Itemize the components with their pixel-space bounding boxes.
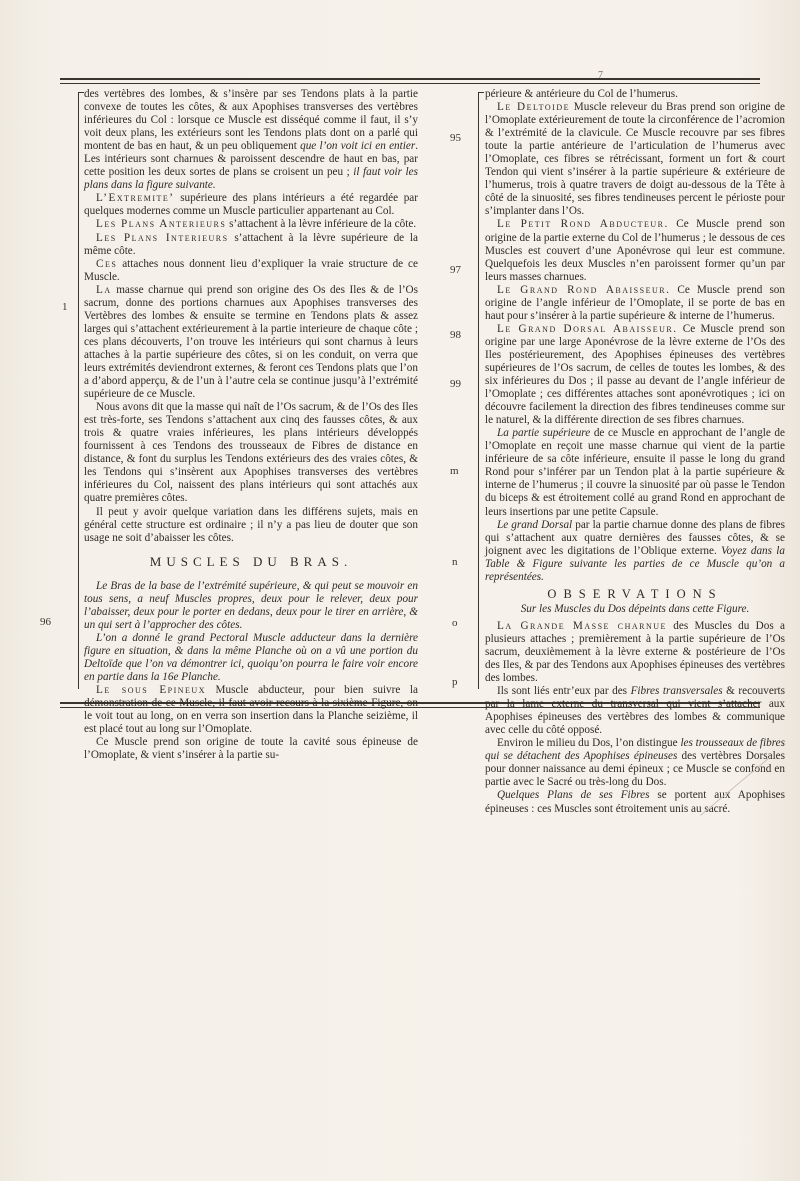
paragraph: Ils sont liés entr’eux par des Fibres transversales & recouverts par la lame externe du transversal qui vient s’attacher aux Apophises épineuses des vertèbres des lombes & communique avec celle du côté opposé. [485, 685, 785, 737]
margin-letter: m [450, 465, 459, 477]
margin-number: 98 [450, 329, 461, 341]
paragraph: Le Grand Rond Abaisseur. Ce Muscle prend son origine de l’angle inférieur de l’Omoplate, il se porte de bas en haut pour s’insérer à la partie supérieure & interne de l’humerus. [485, 283, 785, 322]
paragraph-italic: Le Bras de la base de l’extrémité supérieure, & qui peut se mouvoir en tous sens, a neuf Muscles propres, deux pour le relever, deux pour l’abaisser, deux pour le porter en dedans, deux pour le tirer en arrière, & un qui sert à l’approcher des côtes. [84, 579, 418, 631]
paragraph: La partie supérieure de ce Muscle en approchant de l’angle de l’Omoplate en reçoit une masse charnue qui vient de la partie inférieure de sa côte inférieure, ensuite il passe le long du grand Rond pour s’inférer par un Tendon plat à la partie supérieure & interne de l’humerus ; il couvre la sinuosité par où passe le Tendon du biceps & est étroitement collé au grand Rond en approchant de leurs insertions par une petite Capsule. [485, 427, 785, 518]
margin-letter: n [452, 556, 458, 568]
paragraph: L’Extremite’ supérieure des plans intérieurs a été regardée par quelques modernes comme un Muscle particulier appartenant au Col. [84, 192, 418, 218]
paragraph: Environ le milieu du Dos, l’on distingue les trousseaux de fibres qui se détachent des Apophises épineuses des vertèbres Dorsales pour donner naissance au demi épineux ; ce Muscle se confond en partie avec le Sacré ou très-long du Dos. [485, 737, 785, 789]
section-heading: OBSERVATIONS [547, 586, 723, 601]
paragraph: Le sous Epineux Muscle abducteur, pour bien suivre la démonstration de ce Muscle, il faut avoir recours à la sixième Figure, on le voit tout au long, on en verra son insertion dans la Planche seizième, il est placé tout au long sur l’Omoplate. [84, 684, 418, 736]
section-subheading: Sur les Muscles du Dos dépeints dans cette Figure. [520, 602, 750, 615]
paragraph: Le grand Dorsal par la partie charnue donne des plans de fibres qui s’attachent aux quatre dernières des fausses côtes, & se joignent avec les digitations de l’Oblique externe. Voyez dans la Table & Figure suivante les parties de ce Muscle qu’on a représentées. [485, 518, 785, 583]
right-column-bracket [478, 92, 484, 689]
margin-number: 96 [40, 616, 51, 628]
paragraph: Le Grand Dorsal Abaisseur. Ce Muscle prend son origine par une large Aponévrose de la lèvre externe de l’Os des Iles postérieurement, des Apophises épineuses des vertèbres supérieures de l’Os sacrum, de celles de toutes les lombes, & des six inférieures du Dos ; il passe au devant de l’angle inférieur de l’Omoplate ; ces différentes attaches sont aponévrotiques ; ici on découvre facilement la direction des fibres tendineuses comme sur le naturel, & la différente direction de ses fibres charnues. [485, 322, 785, 427]
paragraph: Ce Muscle prend son origine de toute la cavité sous épineuse de l’Omoplate, & vient s’insérer à la partie su- [84, 736, 418, 762]
paragraph: Nous avons dit que la masse qui naît de l’Os sacrum, & de l’Os des Iles est très-forte, ses Tendons s’attachent aux cinq des fausses côtes, & aux trois & quatre vraies inférieures, les plans intérieurs développés fournissent à ces Tendons des trousseaux de Fibres de distance en distance, & font du surplus les Tendons extérieurs des des vraies côtes, & les Tendons qui s’insèrent aux Apophises transverses des vertèbres inférieures du Col, naissent des plans intérieurs qui sont attachés aux quatre premières côtes. [84, 401, 418, 505]
margin-letter: o [452, 617, 458, 629]
paragraph: Il peut y avoir quelque variation dans les différens sujets, mais en général cette structure est ordinaire ; il n’y a pas lieu de douter que son usage ne soit d’abaisser les côtes. [84, 505, 418, 544]
paragraph: Le Petit Rond Abducteur. Ce Muscle prend son origine de la partie externe du Col de l’humerus ; le dessous de ces Muscles est couvert d’une Aponévrose qui leur est commune. Quelquefois les deux Muscles n’en paroissent former qu’un par leurs masses charnues. [485, 218, 785, 283]
left-column [84, 88, 418, 762]
paragraph: Ces attaches nous donnent lieu d’expliquer la vraie structure de ce Muscle. [84, 257, 418, 283]
paragraph-italic: L’on a donné le grand Pectoral Muscle adducteur dans la dernière figure en situation, & dans la même Planche où on a vû une portion du Deltoïde que l’on va démontrer ici, quoiqu’on pourra le faire voir encore en partie dans la 16e Planche. [84, 631, 418, 684]
paragraph: périeure & antérieure du Col de l’humerus. [485, 88, 678, 100]
paragraph: Le Deltoide Muscle releveur du Bras prend son origine de l’Omoplate extérieurement de toute la circonférence de l’acromion & l’extrémité de la clavicule. Ce Muscle recouvre par ses fibres toute la partie antérieure de l’articulation de l’humerus avec l’Omoplate, ces fibres se rétrécissant, forment un fort & court Tendon qui vient s’insérer à la partie supérieure & extérieure de l’humerus, trois à quatre travers de doigt au-dessous de la Tête à côté de la sinuosité, ses fibres tendineuses percent le périoste pour s’implanter dans l’Os. [485, 101, 785, 218]
margin-number: 95 [450, 132, 461, 144]
top-rule [60, 78, 760, 80]
paragraph: des vertèbres des lombes, & s’insère par ses Tendons plats à la partie convexe de toutes les côtes, & aux Apophises transverses des vertèbres inférieures du Col : lorsque ce Muscle est disséqué comme il faut, il s’y voit deux plans, les extérieurs sont les Tendons plats dont on a parlé qui montent de bas en haut, & un peu obliquement que l’on voit ici en entier. Les intérieurs sont charnues & paroissent descendre de haut en bas, par cette position les deux sortes de plans se croisent un peu ; il faut voir les plans dans la figure suivante. [84, 88, 418, 192]
margin-number: 99 [450, 378, 461, 390]
paragraph: La Grande Masse charnue des Muscles du Dos a plusieurs attaches ; premièrement à la partie supérieure de l’Os sacrum, deuxièmement à la lèvre externe & postérieure de l’Os des Iles, & par des Tendons aux Apophises épineuses des vertèbres des lombes. [485, 619, 785, 685]
top-rule-thin [60, 83, 760, 84]
section-heading: MUSCLES DU BRAS. [149, 553, 353, 569]
paragraph: Quelques Plans de ses Fibres se portent aux Apophises épineuses : ces Muscles sont étroitement unis au sacré. [485, 789, 786, 815]
paragraph: Les Plans Anterieurs s’attachent à la lèvre inférieure de la côte. [96, 218, 417, 231]
top-ink-mark: 7 [598, 70, 603, 81]
margin-number: 1 [62, 301, 68, 313]
paragraph: Les Plans Interieurs s’attachent à la lèvre supérieure de la même côte. [84, 231, 418, 257]
paragraph: La masse charnue qui prend son origine des Os des Iles & de l’Os sacrum, donne des portions charnues aux Apophises transverses des Vertèbres des lombes & ensuite se termine en Tendons plats & assez larges qui s’attachent extérieurement à la partie interieure de chaque côte ; ces plans découverts, l’on trouve les intérieurs qui sont charnus à leurs attaches à la partie supérieure des côtes, si on les conduit, on verra que leurs extrémités deviendront externes, & feront ces Tendons plats que l’on a d’abord apperçu, & de l’un à l’autre cela se continue jusqu’à l’extrémité supérieure de ce Muscle. [84, 283, 418, 401]
margin-number: 97 [450, 264, 461, 276]
margin-letter: p [452, 676, 458, 688]
right-column [485, 88, 785, 816]
